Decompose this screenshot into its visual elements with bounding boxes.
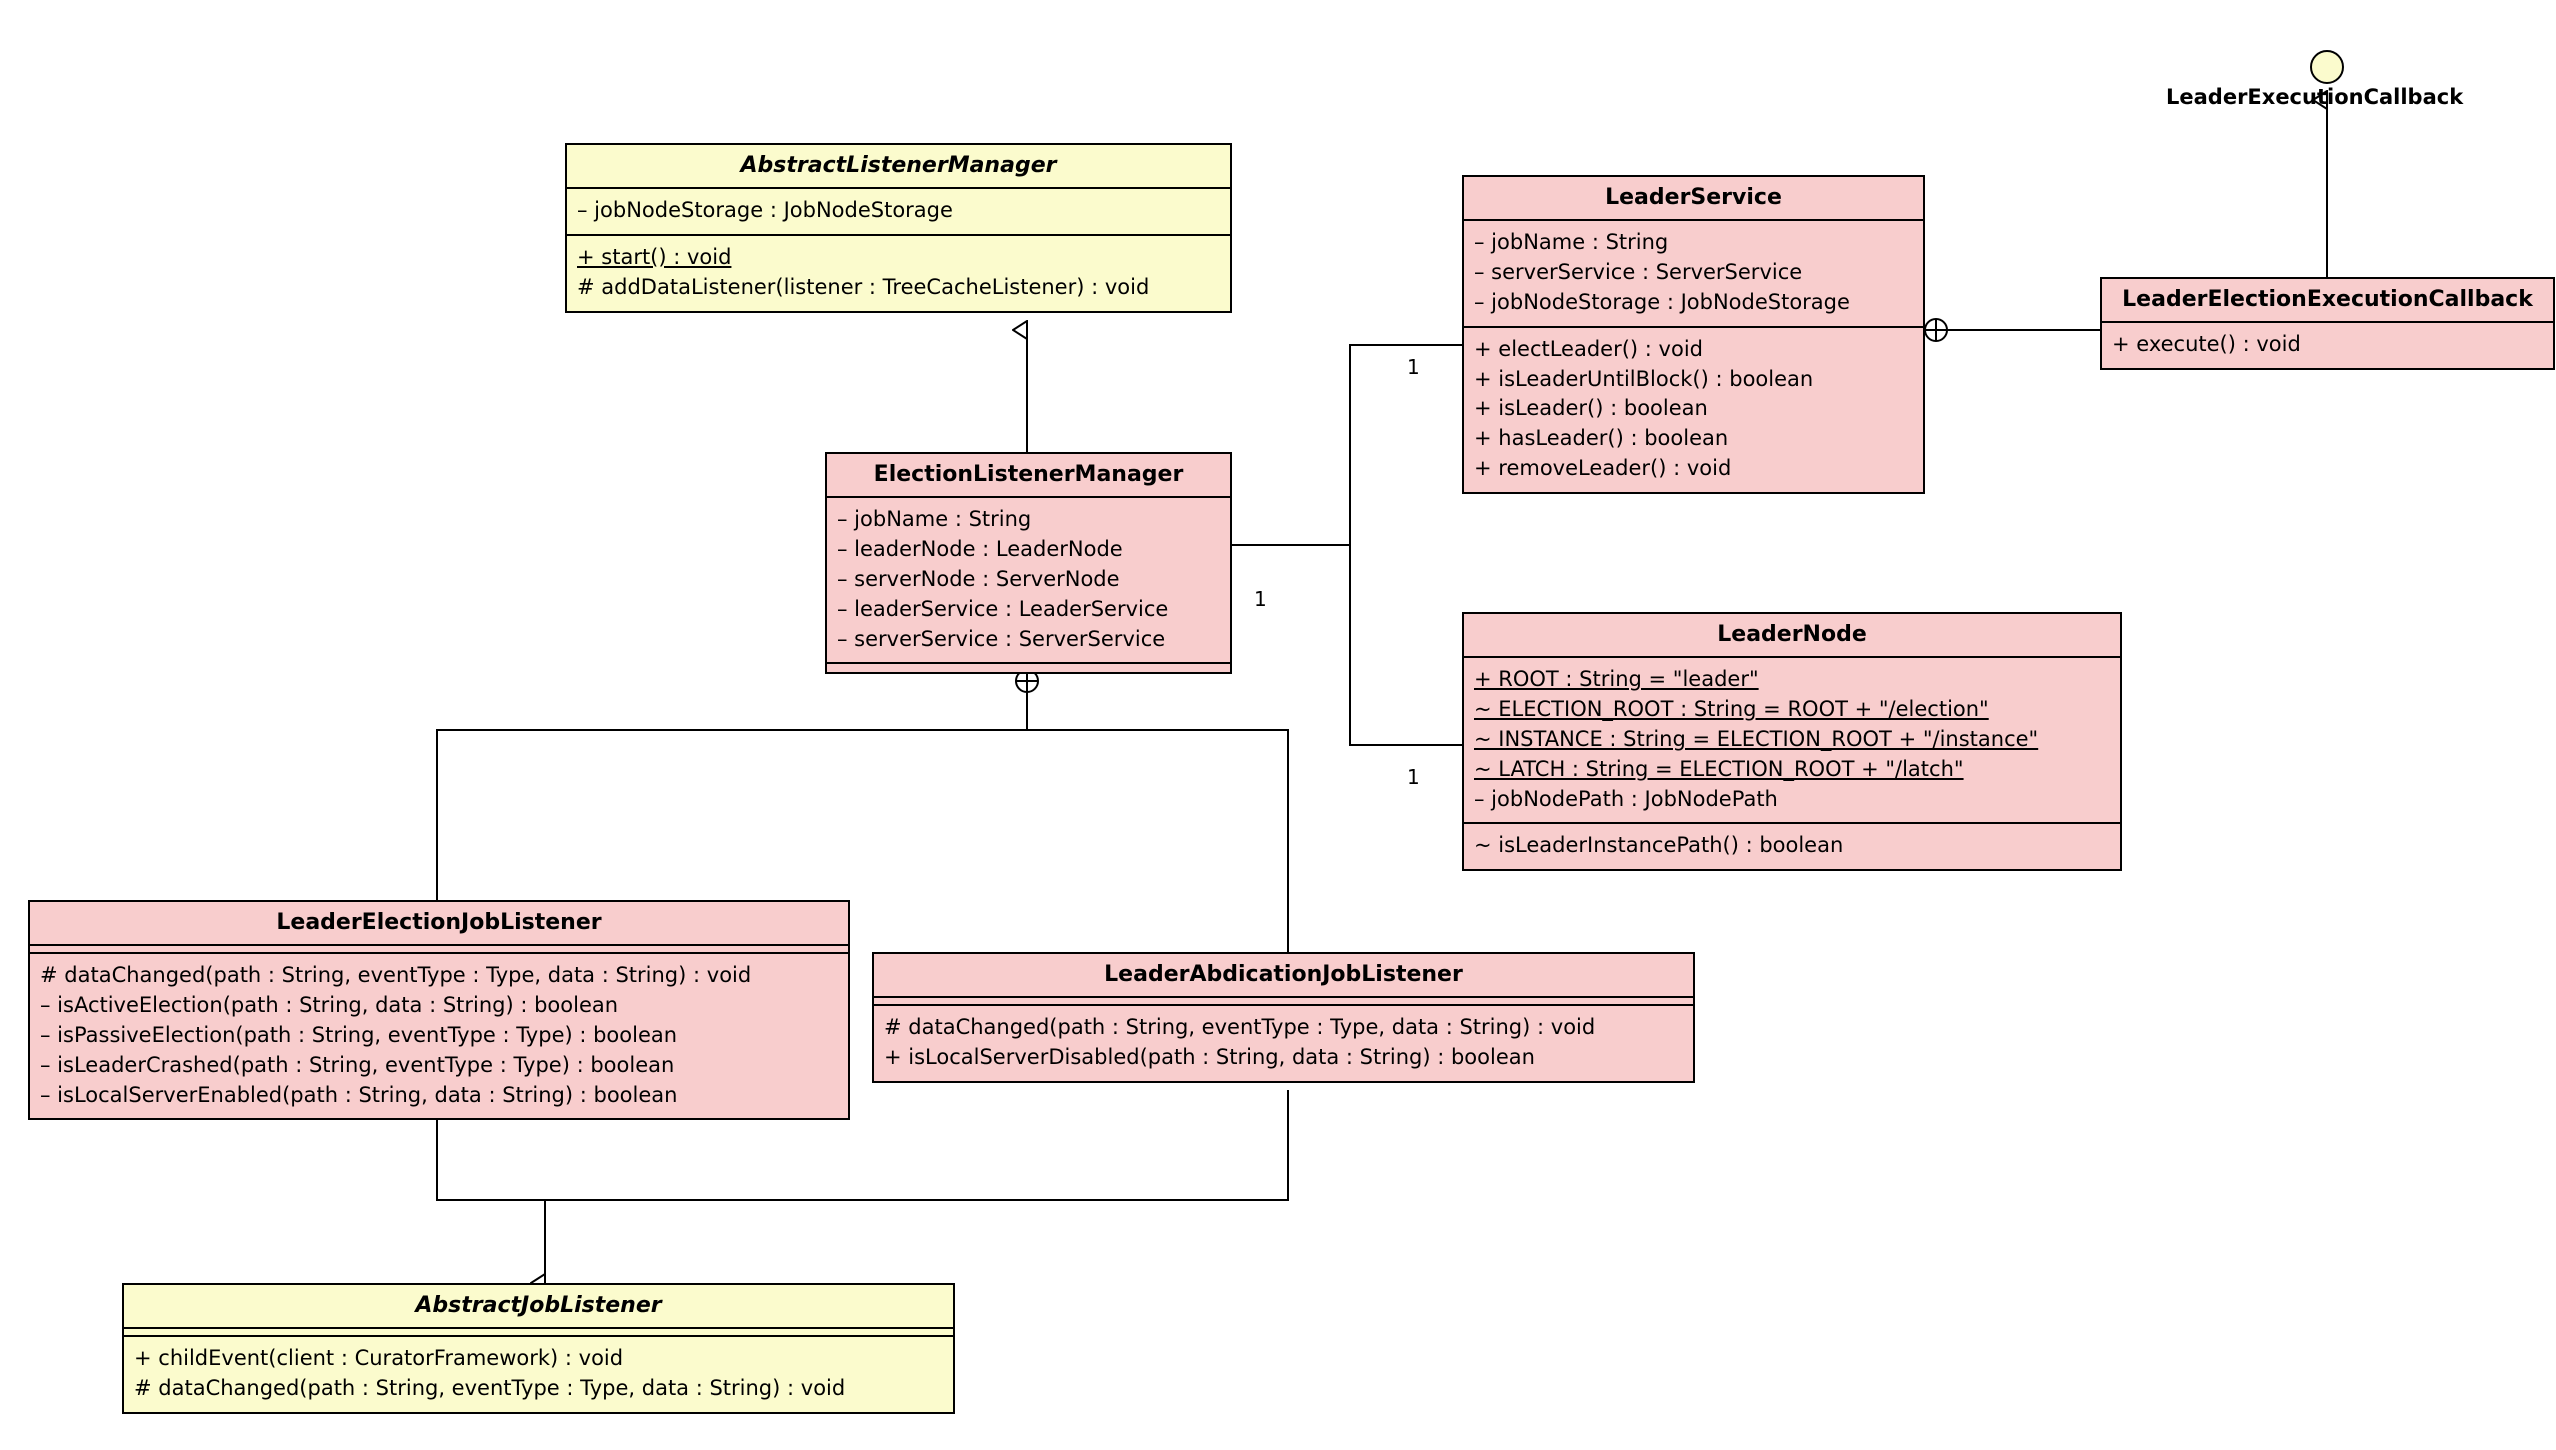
operations-compartment <box>2102 323 2553 368</box>
class-leader-election-job-listener[interactable] <box>28 900 850 1120</box>
operations-compartment <box>124 1337 953 1412</box>
operation-row: – isLocalServerEnabled(path : String, data : String) : boolean <box>40 1082 678 1107</box>
operation-row: + removeLeader() : void <box>1474 455 1732 480</box>
attribute-row: + ROOT : String = "leader" <box>1474 667 1759 692</box>
class-abstract-listener-manager[interactable] <box>565 143 1232 313</box>
attribute-row: ~ LATCH : String = ELECTION_ROOT + "/latch" <box>1474 756 1964 781</box>
class-title: LeaderAbdicationJobListener <box>1104 962 1463 987</box>
operation-row: + isLeaderUntilBlock() : boolean <box>1474 366 1814 391</box>
operation-row: – isActiveElection(path : String, data : String) : boolean <box>40 993 619 1018</box>
operations-compartment <box>567 236 1230 311</box>
class-leader-node[interactable] <box>1462 612 2122 871</box>
operation-row: – isPassiveElection(path : String, eventType : Type) : boolean <box>40 1022 678 1047</box>
attribute-row: – serverService : ServerService <box>837 626 1166 651</box>
operation-row: + start() : void <box>577 245 732 270</box>
operation-row: + childEvent(client : CuratorFramework) : void <box>134 1346 624 1371</box>
operation-row: + isLeader() : boolean <box>1474 396 1708 421</box>
attributes-compartment <box>567 189 1230 234</box>
operation-row: # dataChanged(path : String, eventType : Type, data : String) : void <box>40 963 752 988</box>
operation-row: # dataChanged(path : String, eventType : Type, data : String) : void <box>884 1015 1596 1040</box>
operations-compartment <box>1464 824 2120 869</box>
operation-row: + isLocalServerDisabled(path : String, data : String) : boolean <box>884 1045 1535 1070</box>
operation-row: + hasLeader() : boolean <box>1474 426 1729 451</box>
multiplicity-election-manager: 1 <box>1254 587 1267 611</box>
class-leader-abdication-job-listener[interactable] <box>872 952 1695 1083</box>
attribute-row: – jobNodeStorage : JobNodeStorage <box>1474 289 1850 314</box>
multiplicity-leader-node: 1 <box>1407 765 1420 789</box>
attribute-row: – leaderNode : LeaderNode <box>837 537 1123 562</box>
attributes-compartment <box>827 498 1230 662</box>
operation-row: + electLeader() : void <box>1474 336 1703 361</box>
attributes-compartment <box>1464 221 1923 325</box>
attribute-row: – jobNodePath : JobNodePath <box>1474 786 1778 811</box>
class-title: ElectionListenerManager <box>873 462 1184 487</box>
attribute-row: – jobName : String <box>837 507 1032 532</box>
attribute-row: – jobName : String <box>1474 230 1669 255</box>
class-title: LeaderElectionExecutionCallback <box>2122 287 2533 312</box>
class-election-listener-manager[interactable] <box>825 452 1232 674</box>
interface-label-leader-execution-callback: LeaderExecutionCallback <box>2166 85 2464 109</box>
class-leader-election-execution-callback[interactable] <box>2100 277 2555 370</box>
attribute-row: – serverNode : ServerNode <box>837 566 1120 591</box>
attribute-row: – leaderService : LeaderService <box>837 596 1169 621</box>
operation-row: # dataChanged(path : String, eventType : Type, data : String) : void <box>134 1376 846 1401</box>
operation-row: ~ isLeaderInstancePath() : boolean <box>1474 833 1844 858</box>
attributes-compartment <box>1464 658 2120 822</box>
interface-lollipop-icon <box>2310 50 2344 84</box>
class-leader-service[interactable] <box>1462 175 1925 494</box>
attribute-row: – serverService : ServerService <box>1474 260 1803 285</box>
operation-row: # addDataListener(listener : TreeCacheListener) : void <box>577 274 1150 299</box>
operations-compartment <box>827 664 1230 672</box>
class-abstract-job-listener[interactable] <box>122 1283 955 1414</box>
operations-compartment <box>30 954 848 1118</box>
class-title: LeaderNode <box>1717 622 1867 647</box>
operations-compartment <box>874 1006 1693 1081</box>
class-title: AbstractListenerManager <box>740 153 1057 178</box>
attribute-row: ~ INSTANCE : String = ELECTION_ROOT + "/instance" <box>1474 726 2039 751</box>
class-title: AbstractJobListener <box>415 1293 662 1318</box>
attribute-row: ~ ELECTION_ROOT : String = ROOT + "/election" <box>1474 697 1989 722</box>
class-title: LeaderService <box>1605 185 1782 210</box>
attribute-row: – jobNodeStorage : JobNodeStorage <box>577 198 953 223</box>
operation-row: + execute() : void <box>2112 332 2301 357</box>
operation-row: – isLeaderCrashed(path : String, eventType : Type) : boolean <box>40 1052 675 1077</box>
operations-compartment <box>1464 328 1923 492</box>
class-title: LeaderElectionJobListener <box>276 910 602 935</box>
multiplicity-leader-service: 1 <box>1407 355 1420 379</box>
